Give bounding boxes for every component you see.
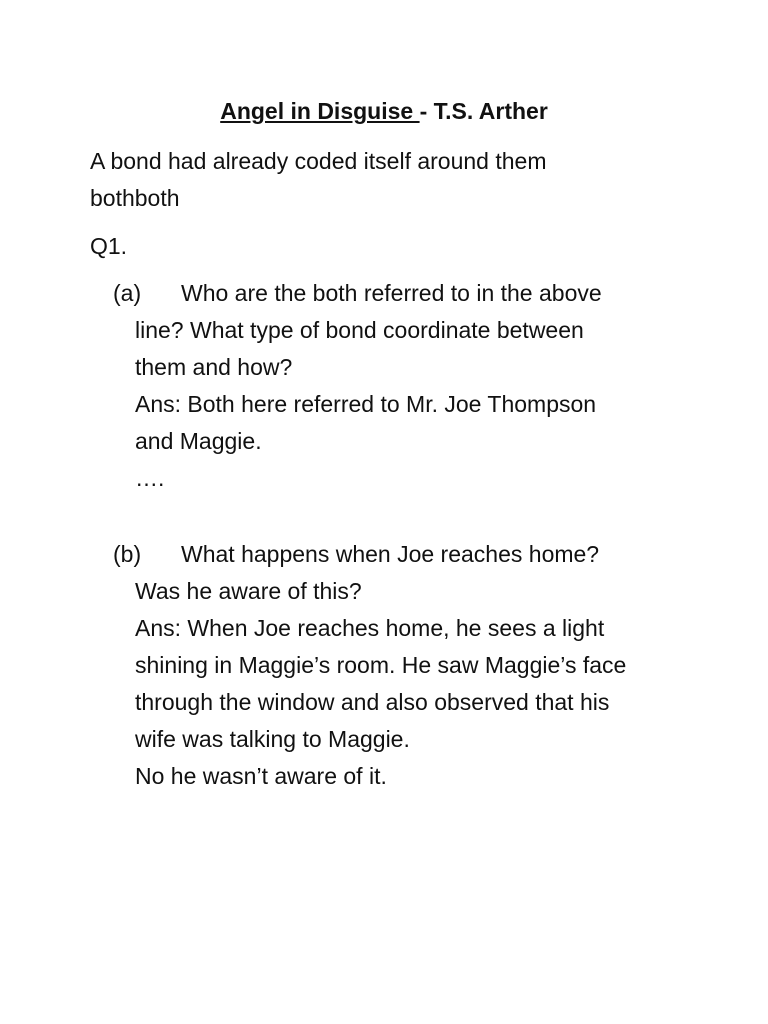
- part-b-answer-line: through the window and also observed that his: [135, 689, 610, 715]
- part-a-line: them and how?: [135, 354, 293, 380]
- part-b-marker: (b): [113, 541, 142, 567]
- part-b-answer-line: Ans: When Joe reaches home, he sees a light: [135, 615, 605, 641]
- part-b-first-line: What happens when Joe reaches home?: [181, 541, 600, 567]
- part-b-line: Was he aware of this?: [135, 578, 362, 604]
- part-a-answer-line: Ans: Both here referred to Mr. Joe Thompson: [135, 391, 597, 417]
- intro-line: bothboth: [90, 185, 180, 211]
- part-b-answer-line: No he wasn’t aware of it.: [135, 763, 387, 789]
- part-a-answer-line: and Maggie.: [135, 428, 262, 454]
- part-a-body: [113, 312, 713, 497]
- part-b-answer-line: wife was talking to Maggie.: [135, 726, 410, 752]
- question-part-a: [113, 275, 713, 497]
- intro-quote: [90, 143, 690, 217]
- part-b-question-line: [113, 536, 713, 573]
- title-main: Angel in Disguise: [220, 98, 420, 124]
- part-a-marker: (a): [113, 280, 142, 306]
- question-label: Q1.: [90, 233, 128, 259]
- intro-line: A bond had already coded itself around them: [90, 148, 547, 174]
- part-a-question-line: [113, 275, 713, 312]
- document-title: [0, 96, 768, 126]
- part-a-first-line: Who are the both referred to in the above: [181, 280, 602, 306]
- question-part-b: [113, 536, 713, 795]
- title-author: - T.S. Arther: [419, 98, 548, 124]
- part-a-ellipsis: ….: [135, 465, 165, 491]
- part-b-answer-line: shining in Maggie’s room. He saw Maggie’s face: [135, 652, 627, 678]
- part-a-line: line? What type of bond coordinate between: [135, 317, 584, 343]
- part-b-body: [113, 573, 713, 795]
